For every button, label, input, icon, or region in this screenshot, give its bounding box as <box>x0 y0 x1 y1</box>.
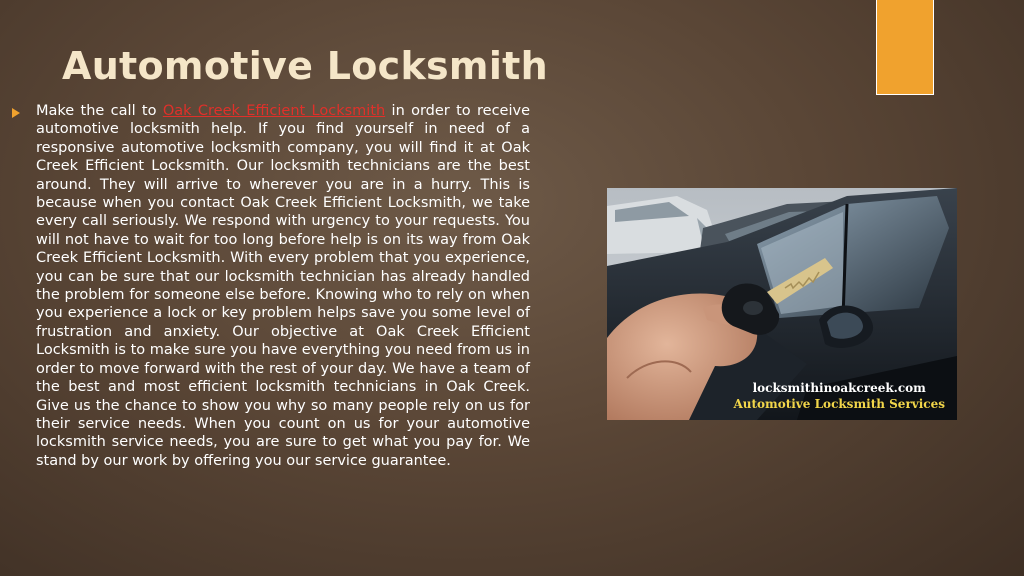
paragraph-intro: Make the call to <box>36 103 163 119</box>
watermark-site: locksmithinoakcreek.com <box>752 381 926 395</box>
car-key-photo <box>607 188 957 420</box>
watermark-service: Automotive Locksmith Services <box>733 397 945 411</box>
oak-creek-link[interactable]: Oak Creek Efficient Locksmith <box>162 103 386 119</box>
triangle-bullet-icon <box>12 108 20 118</box>
paragraph-rest: in order to receive automotive locksmith help. If you find yourself in need of a responsive automotive locksmith company, you will find it at Oak Creek Efficient Locksmith. Our locksmith technicians are the best around. They will arrive to wherever you are in a hurry. This is because when you contact Oak Creek Efficient Locksmith, we take every call seriously. We respond with urgency to your requests. You will not have to wait for too long before help is on its way from Oak Creek Efficient Locksmith. With every problem that you experience, you can be sure that our locksmith technician has already handled the problem for someone else before. Knowing who to rely on when you experience a lock or key problem helps save you some level of frustration and anxiety. Our objective at Oak Creek Efficient Locksmith is to make sure you have everything you need from us in order to move forward with the rest of your day. We have a team of the best and most efficient locksmith technicians in Oak Creek. Give us the chance to show you why so many people rely on us for their service needs. When you count on us for your automotive locksmith service needs, you are sure to get what you pay for. We stand by our work by offering you our service guarantee. <box>36 103 530 469</box>
accent-tab <box>876 0 934 95</box>
slide-title: Automotive Locksmith <box>62 44 548 88</box>
body-paragraph <box>36 102 530 470</box>
photo-watermark <box>733 380 945 412</box>
